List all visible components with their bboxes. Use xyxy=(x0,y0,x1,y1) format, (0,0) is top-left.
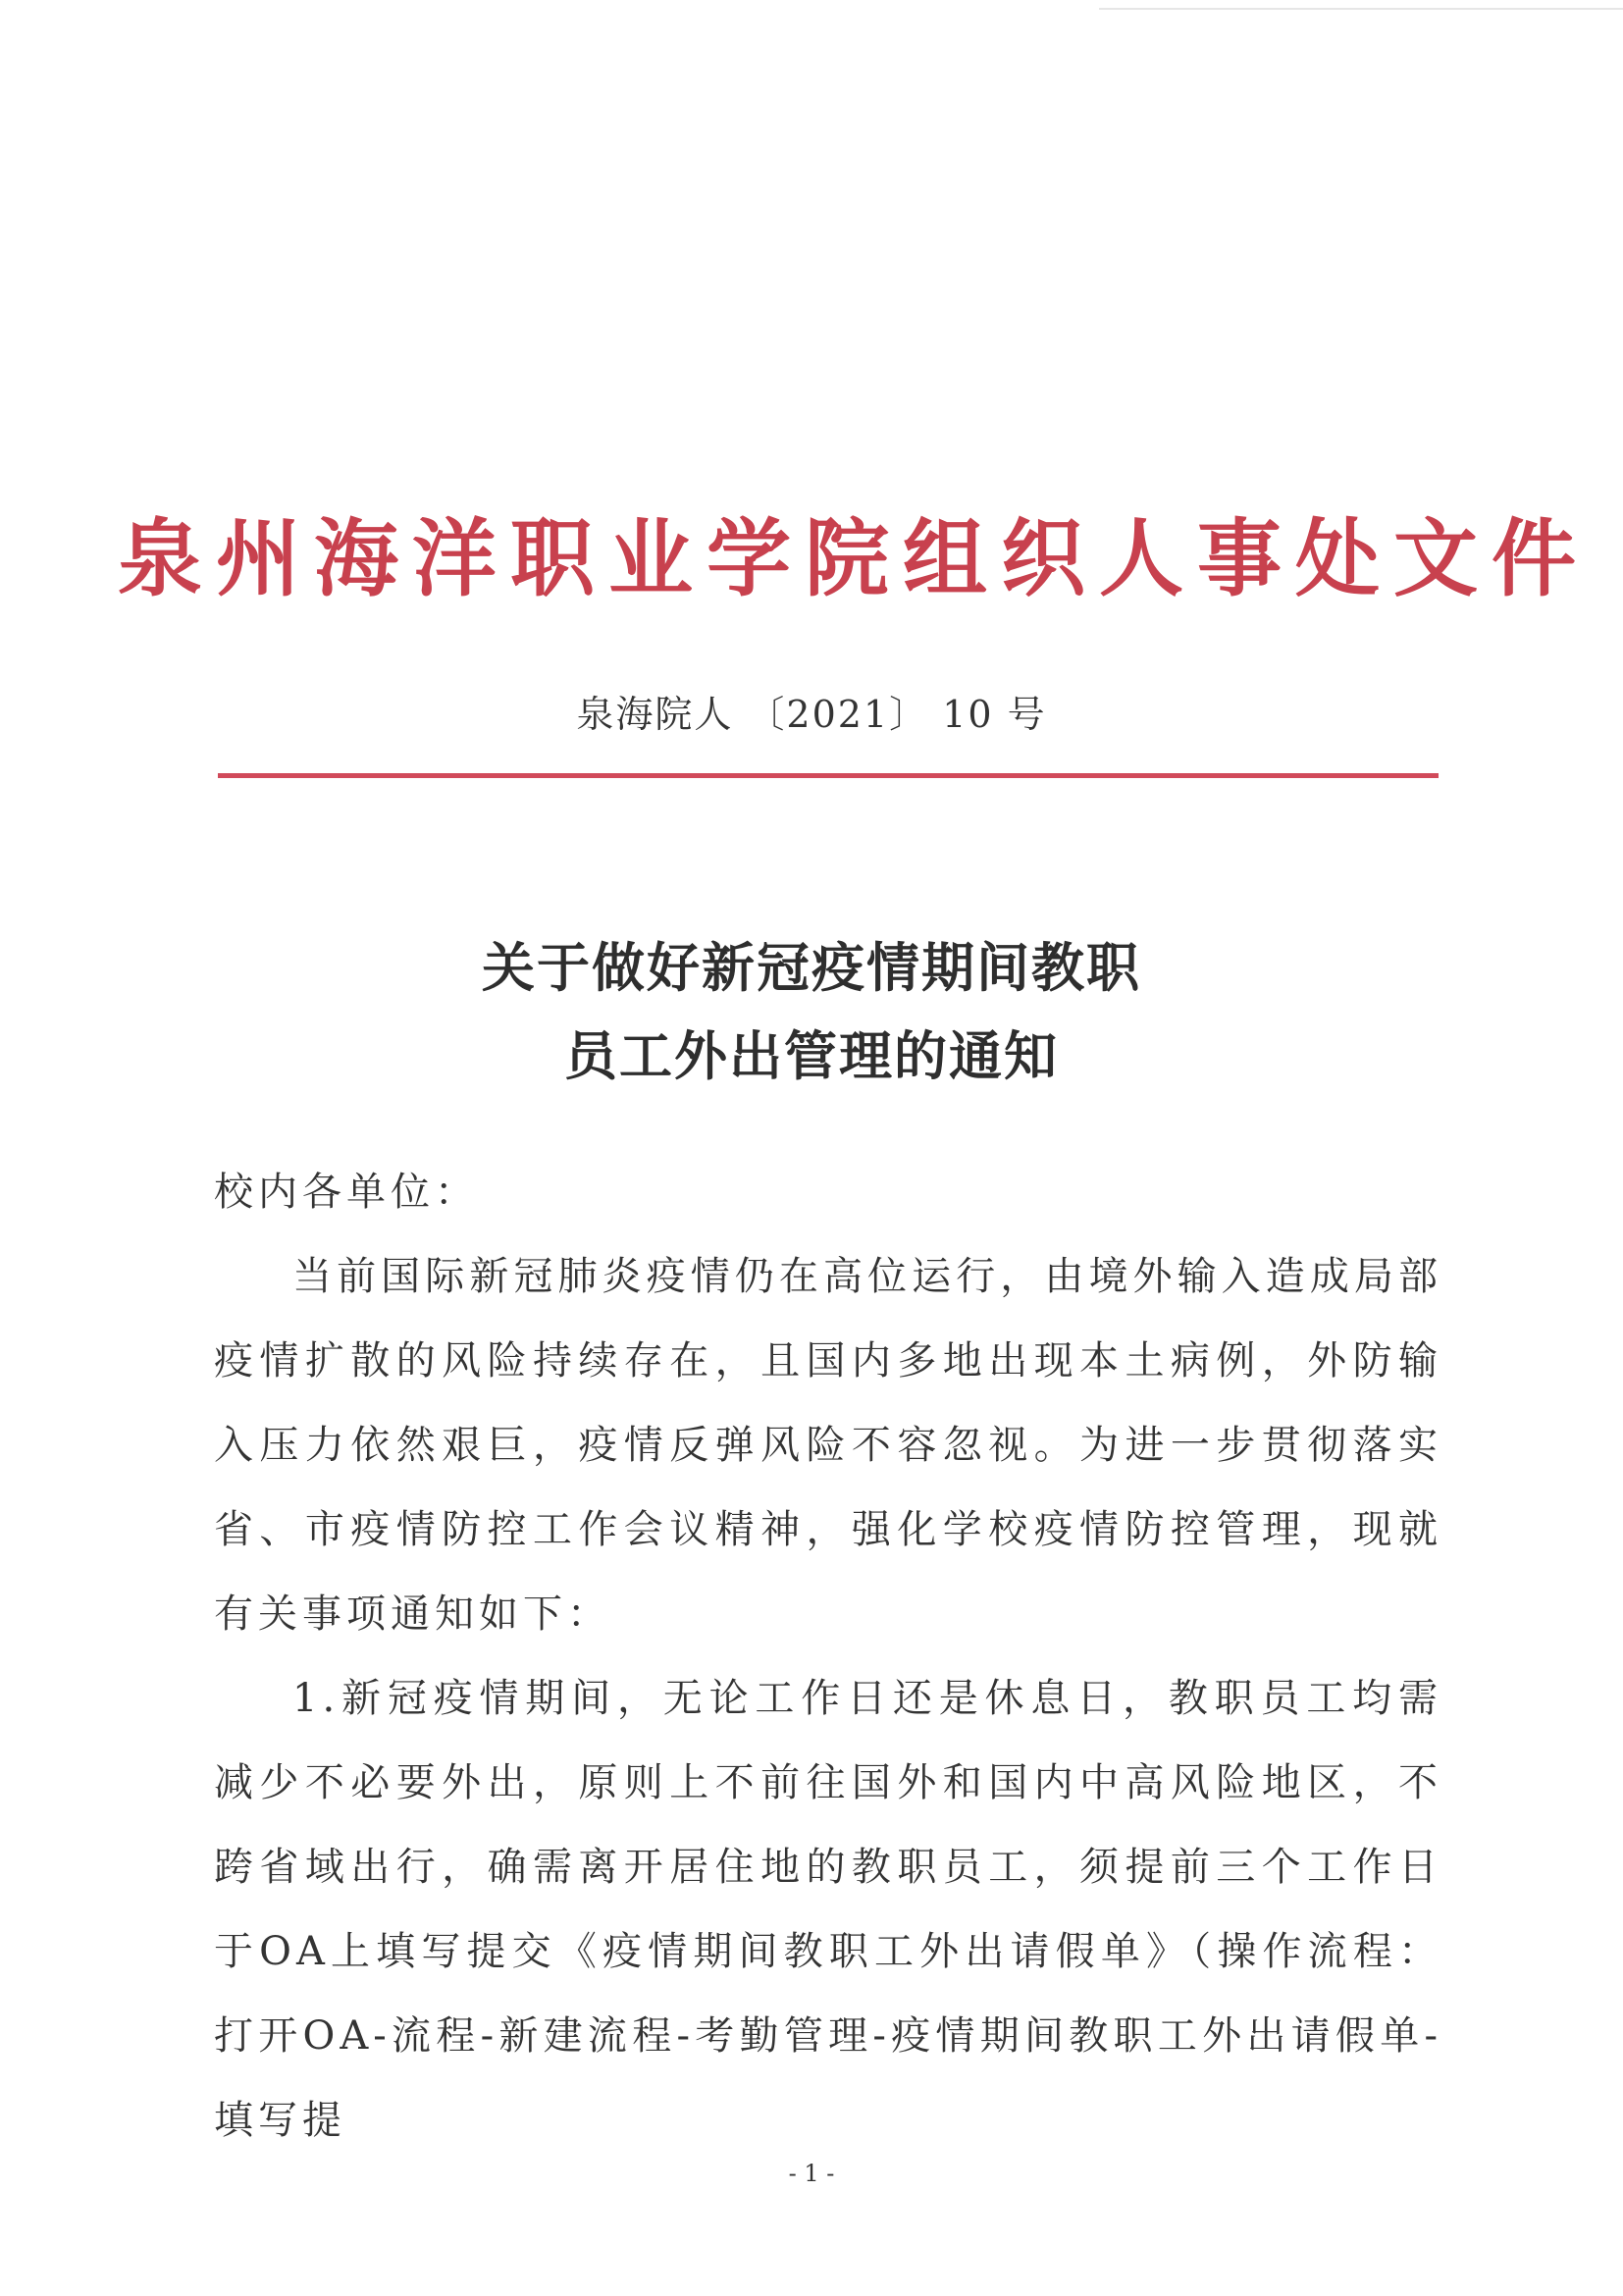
body-paragraph-intro: 当前国际新冠肺炎疫情仍在高位运行，由境外输入造成局部疫情扩散的风险持续存在，且国内多地出现本土病例，外防输入压力依然艰巨，疫情反弹风险不容忽视。为进一步贯彻落实省、市疫情防控工作会议精神，强化学校疫情防控管理，现就有关事项通知如下： xyxy=(214,1254,1442,1637)
body-paragraph-item-1: 1.新冠疫情期间，无论工作日还是休息日，教职员工均需减少不必要外出，原则上不前往国外和国内中高风险地区，不跨省域出行，确需离开居住地的教职员工，须提前三个工作日于OA上填写提交《疫情期间教职工外出请假单》（操作流程：打开OA-流程-新建流程-考勤管理-疫情期间教职工外出请假单-填写提 xyxy=(214,1676,1442,2143)
notice-title-line-1: 关于做好新冠疫情期间教职 xyxy=(482,937,1141,999)
scan-edge-line xyxy=(1099,8,1623,10)
salutation: 校内各单位： xyxy=(214,1170,479,1215)
notice-title xyxy=(0,924,1623,1101)
document-masthead: 泉州海洋职业学院组织人事处文件 xyxy=(118,510,1590,608)
document-number: 泉海院人 〔2021〕 10 号 xyxy=(576,693,1047,736)
notice-title-line-2: 员工外出管理的通知 xyxy=(564,1025,1059,1087)
notice-body xyxy=(214,1150,1442,2163)
masthead-red-rule xyxy=(218,773,1439,778)
page-number: - 1 - xyxy=(788,2160,835,2187)
